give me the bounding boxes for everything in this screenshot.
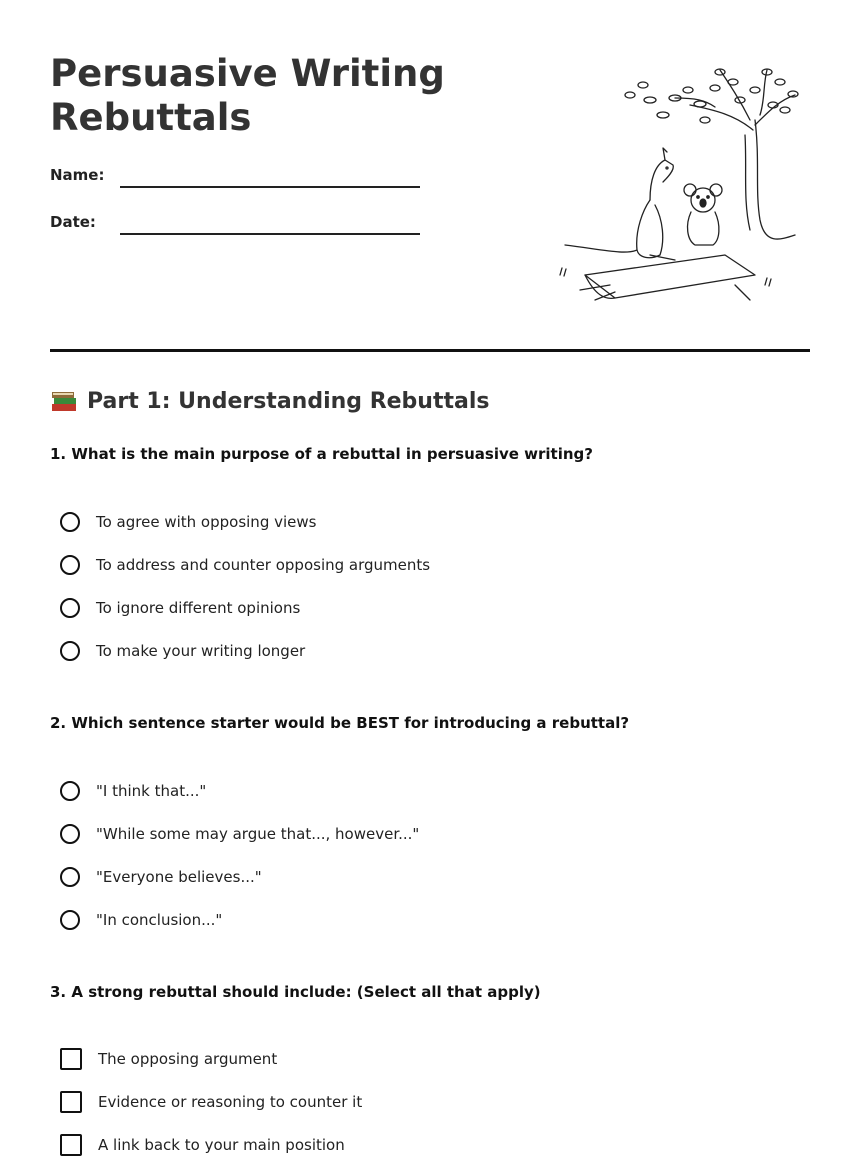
radio-button[interactable] (60, 512, 80, 532)
date-label: Date: (50, 213, 96, 231)
part1-title: Part 1: Understanding Rebuttals (87, 388, 490, 414)
question-2: 2. Which sentence starter would be BEST for introducing a rebuttal? (50, 714, 630, 732)
date-field-row (50, 213, 420, 243)
option-label: "I think that..." (96, 782, 207, 800)
question-1: 1. What is the main purpose of a rebuttal in persuasive writing? (50, 445, 593, 463)
q3-option-1[interactable] (60, 1046, 277, 1072)
radio-button[interactable] (60, 824, 80, 844)
option-label: "Everyone believes..." (96, 868, 262, 886)
radio-button[interactable] (60, 781, 80, 801)
kangaroo-koala-illustration (555, 60, 800, 310)
option-label: "In conclusion..." (96, 911, 223, 929)
q1-option-4[interactable] (60, 638, 305, 664)
books-icon (50, 388, 78, 414)
checkbox[interactable] (60, 1048, 82, 1070)
option-label: To ignore different opinions (96, 599, 301, 617)
checkbox[interactable] (60, 1091, 82, 1113)
name-input-line[interactable] (120, 186, 420, 188)
part1-heading (50, 388, 489, 414)
q1-option-2[interactable] (60, 552, 430, 578)
radio-button[interactable] (60, 910, 80, 930)
radio-button[interactable] (60, 555, 80, 575)
q3-option-3[interactable] (60, 1132, 345, 1158)
option-label: "While some may argue that..., however..." (96, 825, 420, 843)
q2-option-1[interactable] (60, 778, 206, 804)
q3-option-2[interactable] (60, 1089, 362, 1115)
name-field-row (50, 166, 420, 196)
q1-option-1[interactable] (60, 509, 316, 535)
name-label: Name: (50, 166, 105, 184)
checkbox[interactable] (60, 1134, 82, 1156)
date-input-line[interactable] (120, 233, 420, 235)
q2-option-3[interactable] (60, 864, 262, 890)
radio-button[interactable] (60, 867, 80, 887)
option-label: To agree with opposing views (96, 513, 317, 531)
q1-option-3[interactable] (60, 595, 300, 621)
header-divider (50, 349, 810, 352)
option-label: To address and counter opposing arguments (96, 556, 431, 574)
radio-button[interactable] (60, 641, 80, 661)
q2-option-2[interactable] (60, 821, 419, 847)
radio-button[interactable] (60, 598, 80, 618)
option-label: A link back to your main position (98, 1136, 345, 1154)
worksheet-title: Persuasive Writing Rebuttals (50, 52, 445, 139)
option-label: Evidence or reasoning to counter it (98, 1093, 363, 1111)
question-3: 3. A strong rebuttal should include: (Select all that apply) (50, 983, 541, 1001)
q2-option-4[interactable] (60, 907, 222, 933)
option-label: The opposing argument (98, 1050, 278, 1068)
option-label: To make your writing longer (96, 642, 306, 660)
